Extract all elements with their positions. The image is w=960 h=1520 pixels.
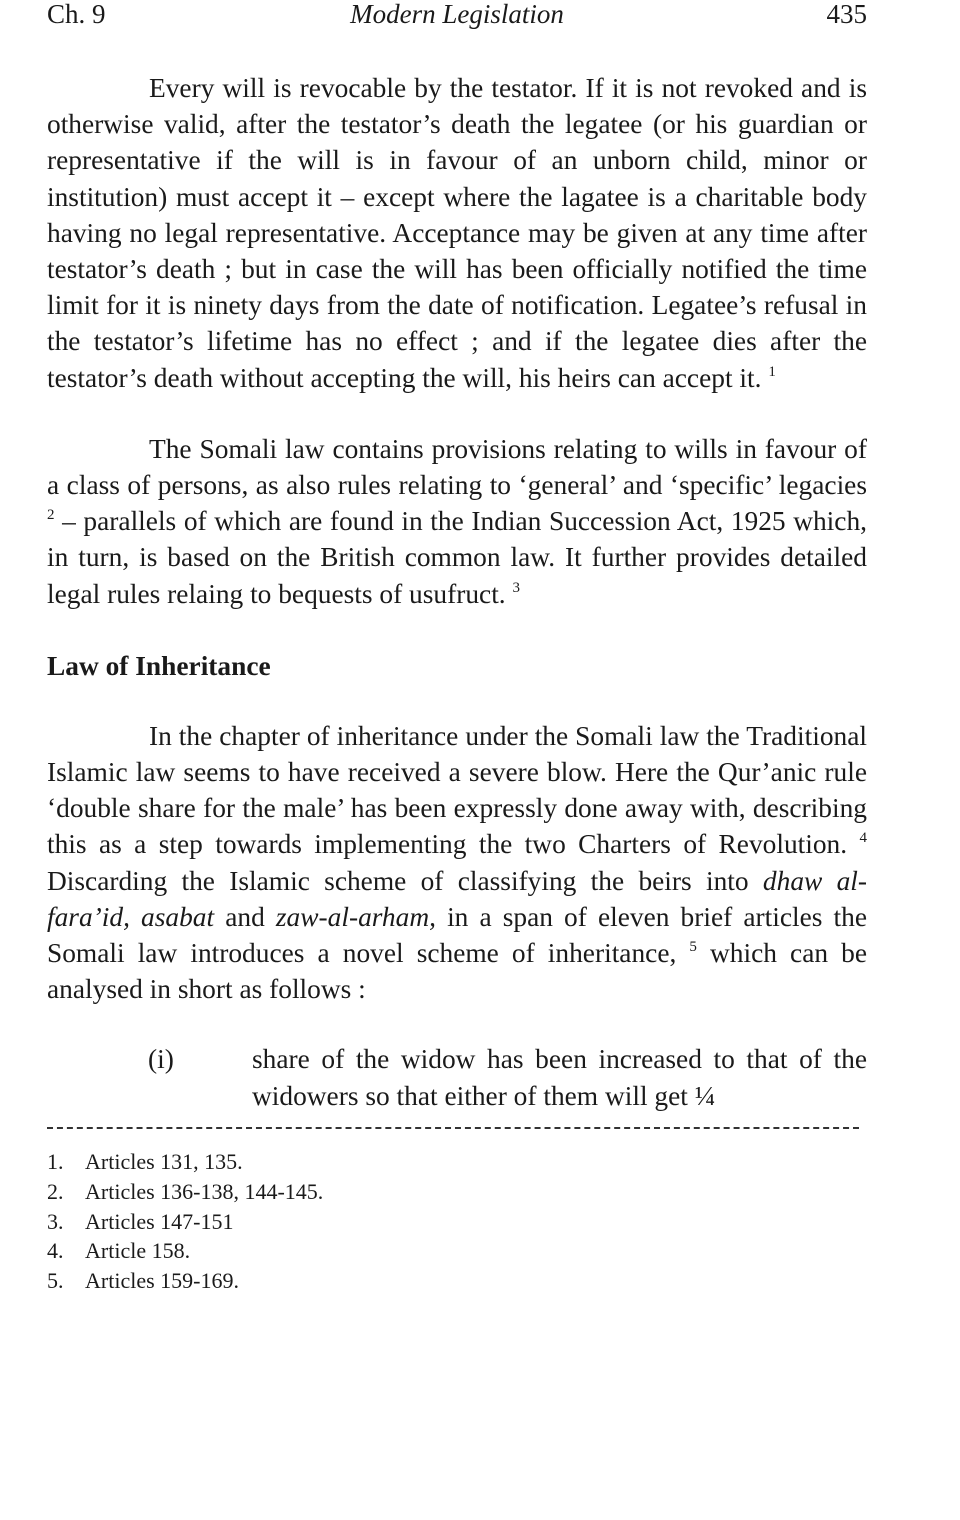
paragraph-wills-provisions xyxy=(47,431,867,612)
footnote-number: 2. xyxy=(47,1179,64,1205)
footnote xyxy=(47,1266,867,1296)
footnote-number: 3. xyxy=(47,1208,64,1234)
italic-term: dhaw al-fara’id, xyxy=(47,865,868,932)
list-item xyxy=(47,1041,867,1115)
paragraph-text: – parallels of which are found in the Indian Succession Act, 1925 which, in turn, is based on the British common law. It further provides detailed legal rules relaing to bequests of usufruct. xyxy=(47,506,867,609)
footnote-ref: 3 xyxy=(512,579,521,596)
footnote-text: Articles 147-151 xyxy=(85,1208,234,1234)
footnote-separator xyxy=(47,1127,859,1129)
footnote-ref: 1 xyxy=(768,363,776,380)
footnote-ref: 2 xyxy=(47,507,55,524)
footnote-number: 4. xyxy=(47,1238,64,1264)
footnotes xyxy=(47,1147,867,1295)
paragraph-text: The Somali law contains provisions relating to wills in favour of a class of persons, as also rules relating to ‘general’ and ‘specific’ legacies xyxy=(47,433,867,501)
list-item-number: (i) xyxy=(148,1044,174,1075)
footnote xyxy=(47,1147,867,1177)
footnote xyxy=(47,1207,867,1237)
footnote-ref: 4 xyxy=(859,830,867,847)
paragraph-text: which can be analysed in short as follows : xyxy=(47,938,867,1005)
footnote xyxy=(47,1236,867,1266)
book-page xyxy=(47,0,867,1295)
italic-term: asabat xyxy=(141,901,215,932)
running-title: Modern Legislation xyxy=(350,0,564,29)
section-heading: Law of Inheritance xyxy=(47,650,271,681)
paragraph-inheritance xyxy=(47,718,867,1008)
footnote xyxy=(47,1177,867,1207)
italic-term: zaw-al-arham, xyxy=(275,901,436,932)
footnote-text: Articles 159-169. xyxy=(85,1267,239,1293)
footnote-ref: 5 xyxy=(689,939,697,956)
paragraph-text: and xyxy=(225,901,265,932)
paragraph-wills-revocation xyxy=(47,70,867,396)
list-item-text: share of the widow has been increased to that of the widowers so that either of them will get ¼ xyxy=(252,1044,867,1111)
chapter-label: Ch. 9 xyxy=(47,0,106,29)
footnote-text: Articles 136-138, 144-145. xyxy=(85,1179,324,1205)
footnote-text: Article 158. xyxy=(85,1238,191,1264)
running-head xyxy=(47,0,867,36)
paragraph-text: in a span of eleven brief articles the Somali law introduces a novel scheme of inheritance, xyxy=(47,901,867,969)
paragraph-text: In the chapter of inheritance under the Somali law the Traditional Islamic law seems to have received a severe blow. Here the Qur’anic rule ‘double share for the male’ has been expressly done away with, describing this as a step towards implementing the two Charters of Revolution. xyxy=(47,720,867,860)
page-number: 435 xyxy=(826,0,867,29)
footnote-number: 1. xyxy=(47,1149,64,1175)
paragraph-text: Every will is revocable by the testator. If it is not revoked and is otherwise valid, after the testator’s death the legatee (or his guardian or representative if the will is in favour of an unborn child, minor or institution) must accept it – except where the lagatee is a charitable body having no legal representative. Acceptance may be given at any time after testator’s death ; but in case the will has been officially notified the time limit for it is ninety days from the date of notification. Legatee’s refusal in the testator’s lifetime has no effect ; and if the legatee dies after the testator’s death without accepting the will, his heirs can accept it. xyxy=(47,73,867,393)
footnote-text: Articles 131, 135. xyxy=(85,1149,243,1175)
footnote-number: 5. xyxy=(47,1267,64,1293)
paragraph-text: Discarding the Islamic scheme of classifying the beirs into xyxy=(47,865,749,896)
